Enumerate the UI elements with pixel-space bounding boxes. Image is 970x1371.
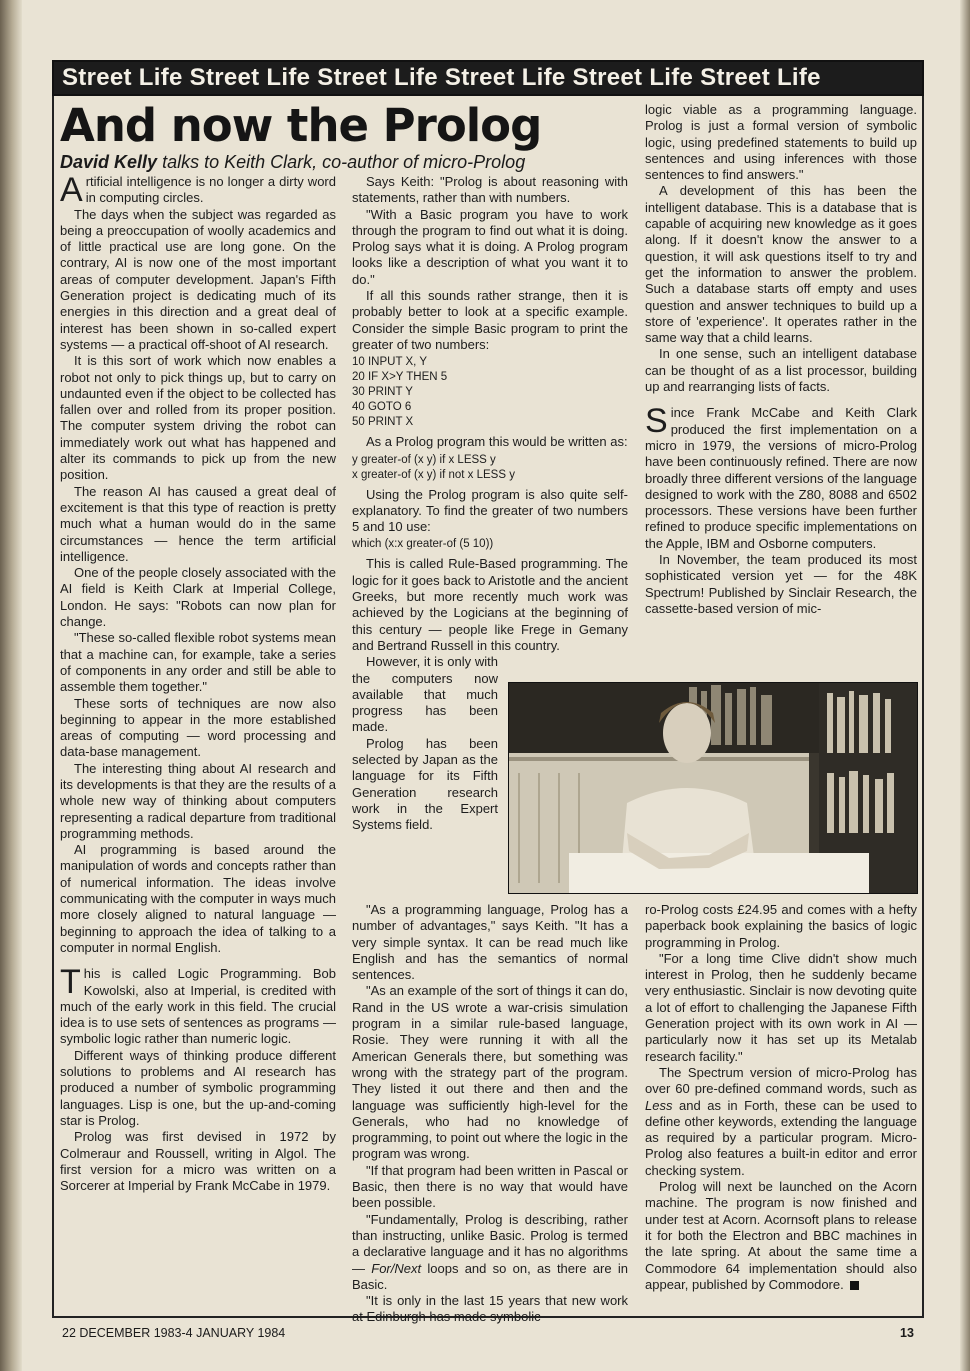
paragraph: "It is only in the last 15 years that new work at Edinburgh has made symbolic <box>352 1293 628 1325</box>
drop-cap: A <box>60 171 83 209</box>
paragraph-text: ince Frank McCabe and Keith Clark produced the first implementation on a micro in 1979, the versions of micro-Prolog have been continuously refined. There are now broadly three different versions of the language designed to work with the Z80, 8088 and 6502 processors. These versions have been further refined to produce specific implementations on the Apple, IBM and Osborne computers. <box>645 405 917 551</box>
paragraph: However, it is only with the computers now available that much progress has been made. <box>352 654 498 735</box>
paragraph: Prolog was first devised in 1972 by Colmeraur and Roussell, writing in Algol. The first version for a micro was written on a Sorcerer at Imperial by Frank McCabe in 1979. <box>60 1129 336 1194</box>
section-banner: Street Life Street Life Street Life Street Life Street Life Street Life <box>52 60 924 96</box>
issue-date: 22 DECEMBER 1983-4 JANUARY 1984 <box>62 1326 286 1340</box>
paragraph <box>60 963 336 1047</box>
paragraph: "These so-called flexible robot systems mean that a machine can, for example, take a series of components in any order and still be able to assemble them together." <box>60 630 336 695</box>
paragraph-text: his is called Logic Programming. Bob Kowolski, also at Imperial, is credited with much of the early work in this field. The crucial idea is to use sets of sentences as programs — symbolic logic rather than numeric logic. <box>60 966 336 1047</box>
byline-author: David Kelly <box>60 152 158 172</box>
paragraph <box>60 171 336 209</box>
paragraph: The reason AI has caused a great deal of excitement is that this type of reaction is pretty much what a human would do in the same circumstances — hence the term artificial intelligence. <box>60 483 336 564</box>
code-line: x greater-of (x y) if not x LESS y <box>352 468 515 481</box>
drop-cap: T <box>60 963 81 1002</box>
paragraph: This is called Rule-Based programming. The logic for it goes back to Aristotle and the ancient Greeks, but more recently much work was achieved by the Logicians at the beginning of this century — people like Frege in Gemany and Bertrand Russell in this country. <box>352 556 628 653</box>
paragraph <box>352 1212 628 1293</box>
page-gutter-shadow <box>0 0 22 1371</box>
paragraph: AI programming is based around the manipulation of words and concepts rather than of numerical information. The ideas involve communicating with the computer in ways much more closely aligned to natural language — beginning to approach the idea of talking to a computer in normal English. <box>60 842 337 955</box>
prolog-listing <box>352 453 628 483</box>
paragraph: logic viable as a programming language. Prolog is just a formal version of symbolic logic, using predefined statements to build up sentences and using inferences with those sentences to find answers." <box>645 102 917 183</box>
paragraph: If all this sounds rather strange, then it is probably better to look at a specific example. Consider the simple Basic program to print the greater of two numbers: <box>352 288 628 352</box>
column-2-continued <box>352 902 628 1326</box>
paragraph-text: "Fundamentally, Prolog is describing, rather than instructing, unlike Basic. Prolog is termed a declarative language and it has no algorithms — <box>352 1211 628 1276</box>
italic-text: For/Next <box>371 1260 422 1276</box>
paragraph: Prolog has been selected by Japan as the language for its Fifth Generation research work in the Expert Systems field. <box>352 735 498 833</box>
paragraph: In one sense, such an intelligent database can be thought of as a list processor, building up and rearranging lists of facts. <box>645 346 917 395</box>
prolog-query: which (x:x greater-of (5 10)) <box>352 538 494 551</box>
byline-text: talks to Keith Clark, co-author of micro-Prolog <box>162 152 526 172</box>
paragraph: "As an example of the sort of things it can do, Rand in the US wrote a war-crisis simulation program in a similar rule-based language, Rosie. They were running it with all the American Generals there, but something was wrong with the strategy part of the program. They listed it out there and then and the language was sufficiently high-level for the Generals, who had no knowledge of programming, to point out where the logic in the program was wrong. <box>352 983 628 1162</box>
paragraph: Different ways of thinking produce different solutions to problems and AI research has produced a number of symbolic programming languages. Lisp is one, but the up-and-coming star is Prolog. <box>60 1047 336 1128</box>
paragraph: "As a programming language, Prolog has a number of advantages," says Keith. "It has a very simple syntax. It can be read much like English and has the semantics of normal sentences. <box>352 902 628 983</box>
headline: And now the Prolog <box>60 99 542 152</box>
paragraph: "With a Basic program you have to work through the program to find out what it is doing. Prolog says what it is doing. A Prolog program looks like a description of what you want it to do." <box>352 206 628 287</box>
code-line: 10 INPUT X, Y <box>352 356 427 369</box>
paragraph-text: The Spectrum version of micro-Prolog has over 60 pre-defined command words, such as <box>645 1064 917 1097</box>
column-3-continued <box>645 902 917 1293</box>
paragraph <box>645 1065 917 1179</box>
paragraph: "For a long time Clive didn't show much interest in Prolog, then he suddenly became very enthusiastic. Sinclair is now devoting quite a lot of effort to challenging the Japanese Fifth Generation project with its own work in AI — particularly now it has set up its Metalab research facility." <box>645 950 917 1064</box>
paragraph-text: loops and so on, as there are in Basic. <box>352 1260 628 1292</box>
code-line: y greater-of (x y) if x LESS y <box>352 453 496 466</box>
photo-keith-clark <box>508 682 918 894</box>
paragraph <box>645 1179 917 1293</box>
paragraph: The days when the subject was regarded as being a preoccupation of woolly academics and of little practical use are long gone. On the contrary, AI is now one of the most important areas of computer development. Japan's Fifth Generation project is dedicating much of its energies in this direction and a great deal of interest has been shown in so-called expert systems — a practical off-shoot of AI research. <box>60 206 336 352</box>
paragraph: ro-Prolog costs £24.95 and comes with a hefty paperback book explaining the basics of logic programming in Prolog. <box>645 902 917 950</box>
basic-listing <box>352 355 628 430</box>
paragraph: One of the people closely associated with the AI field is Keith Clark at Imperial College, London. He says: "Robots can now plan for change. <box>60 565 336 630</box>
column-1 <box>60 171 337 1194</box>
italic-text: Less <box>645 1097 673 1113</box>
paragraph <box>645 402 917 552</box>
page-number: 13 <box>900 1326 914 1340</box>
paragraph-text: Prolog will next be launched on the Acorn machine. The program is now finished and under test at Acorn. Acornsoft plans to release it for both the Electron and BBC machines in the late spring. At about the same time a Commodore 64 implementation should also appear, published by Commodore. <box>645 1179 917 1292</box>
paragraph-text: and as in Forth, these can be used to define other keywords, extending the language as required by a particular program. Micro-Prolog also features a built-in editor and error checking system. <box>645 1097 917 1178</box>
column-3 <box>645 102 917 617</box>
page-edge-right <box>960 0 970 1371</box>
code-line: 40 GOTO 6 <box>352 401 412 414</box>
paragraph: Says Keith: "Prolog is about reasoning with statements, rather than with numbers. <box>352 174 628 206</box>
paragraph: As a Prolog program this would be written as: <box>366 434 628 450</box>
code-line: 50 PRINT X <box>352 416 414 429</box>
byline <box>60 152 620 172</box>
drop-cap: S <box>645 402 668 441</box>
paragraph: In November, the team produced its most sophisticated version yet — for the 48K Spectrum! Published by Sinclair Research, the cassette-based version of mic- <box>645 552 917 616</box>
paragraph: These sorts of techniques are now also beginning to appear in the more established areas of computing — word processing and data-base management. <box>60 695 336 760</box>
code-line: 30 PRINT Y <box>352 386 413 399</box>
paragraph: A development of this has been the intelligent database. This is a database that is capable of acquiring new knowledge as it goes along. If it doesn't know the answer to a question, it will ask questions itself to try and get the information to answer the problem. Such a database starts off empty and uses question and answer techniques to build up a store of 'experience'. It operates rather in the same way that a child learns. <box>645 183 917 346</box>
paragraph: "If that program had been written in Pascal or Basic, then there is no way that would have been possible. <box>352 1162 628 1211</box>
paragraph-text: rtificial intelligence is no longer a dirty word in computing circles. <box>85 174 336 206</box>
code-line: 20 IF X>Y THEN 5 <box>352 371 448 384</box>
photo-wrap-text <box>352 654 498 833</box>
paragraph: It is this sort of work which now enables a robot not only to pick things up, but to carry on undaunted even if the object to be collected has fallen over and rolled from its proper position. The computer system driving the robot can immediately work out what has happened and alter its commands to pick up from the new position. <box>60 353 336 483</box>
paragraph: The interesting thing about AI research and its developments is that they are the results of a whole new way of thinking about computers representing a radical departure from traditional programming methods. <box>60 760 336 841</box>
photo-illustration <box>509 683 918 894</box>
end-of-article-mark <box>850 1281 859 1290</box>
paragraph: Using the Prolog program is also quite self-explanatory. To find the greater of two numbers 5 and 10 use: <box>352 486 628 535</box>
